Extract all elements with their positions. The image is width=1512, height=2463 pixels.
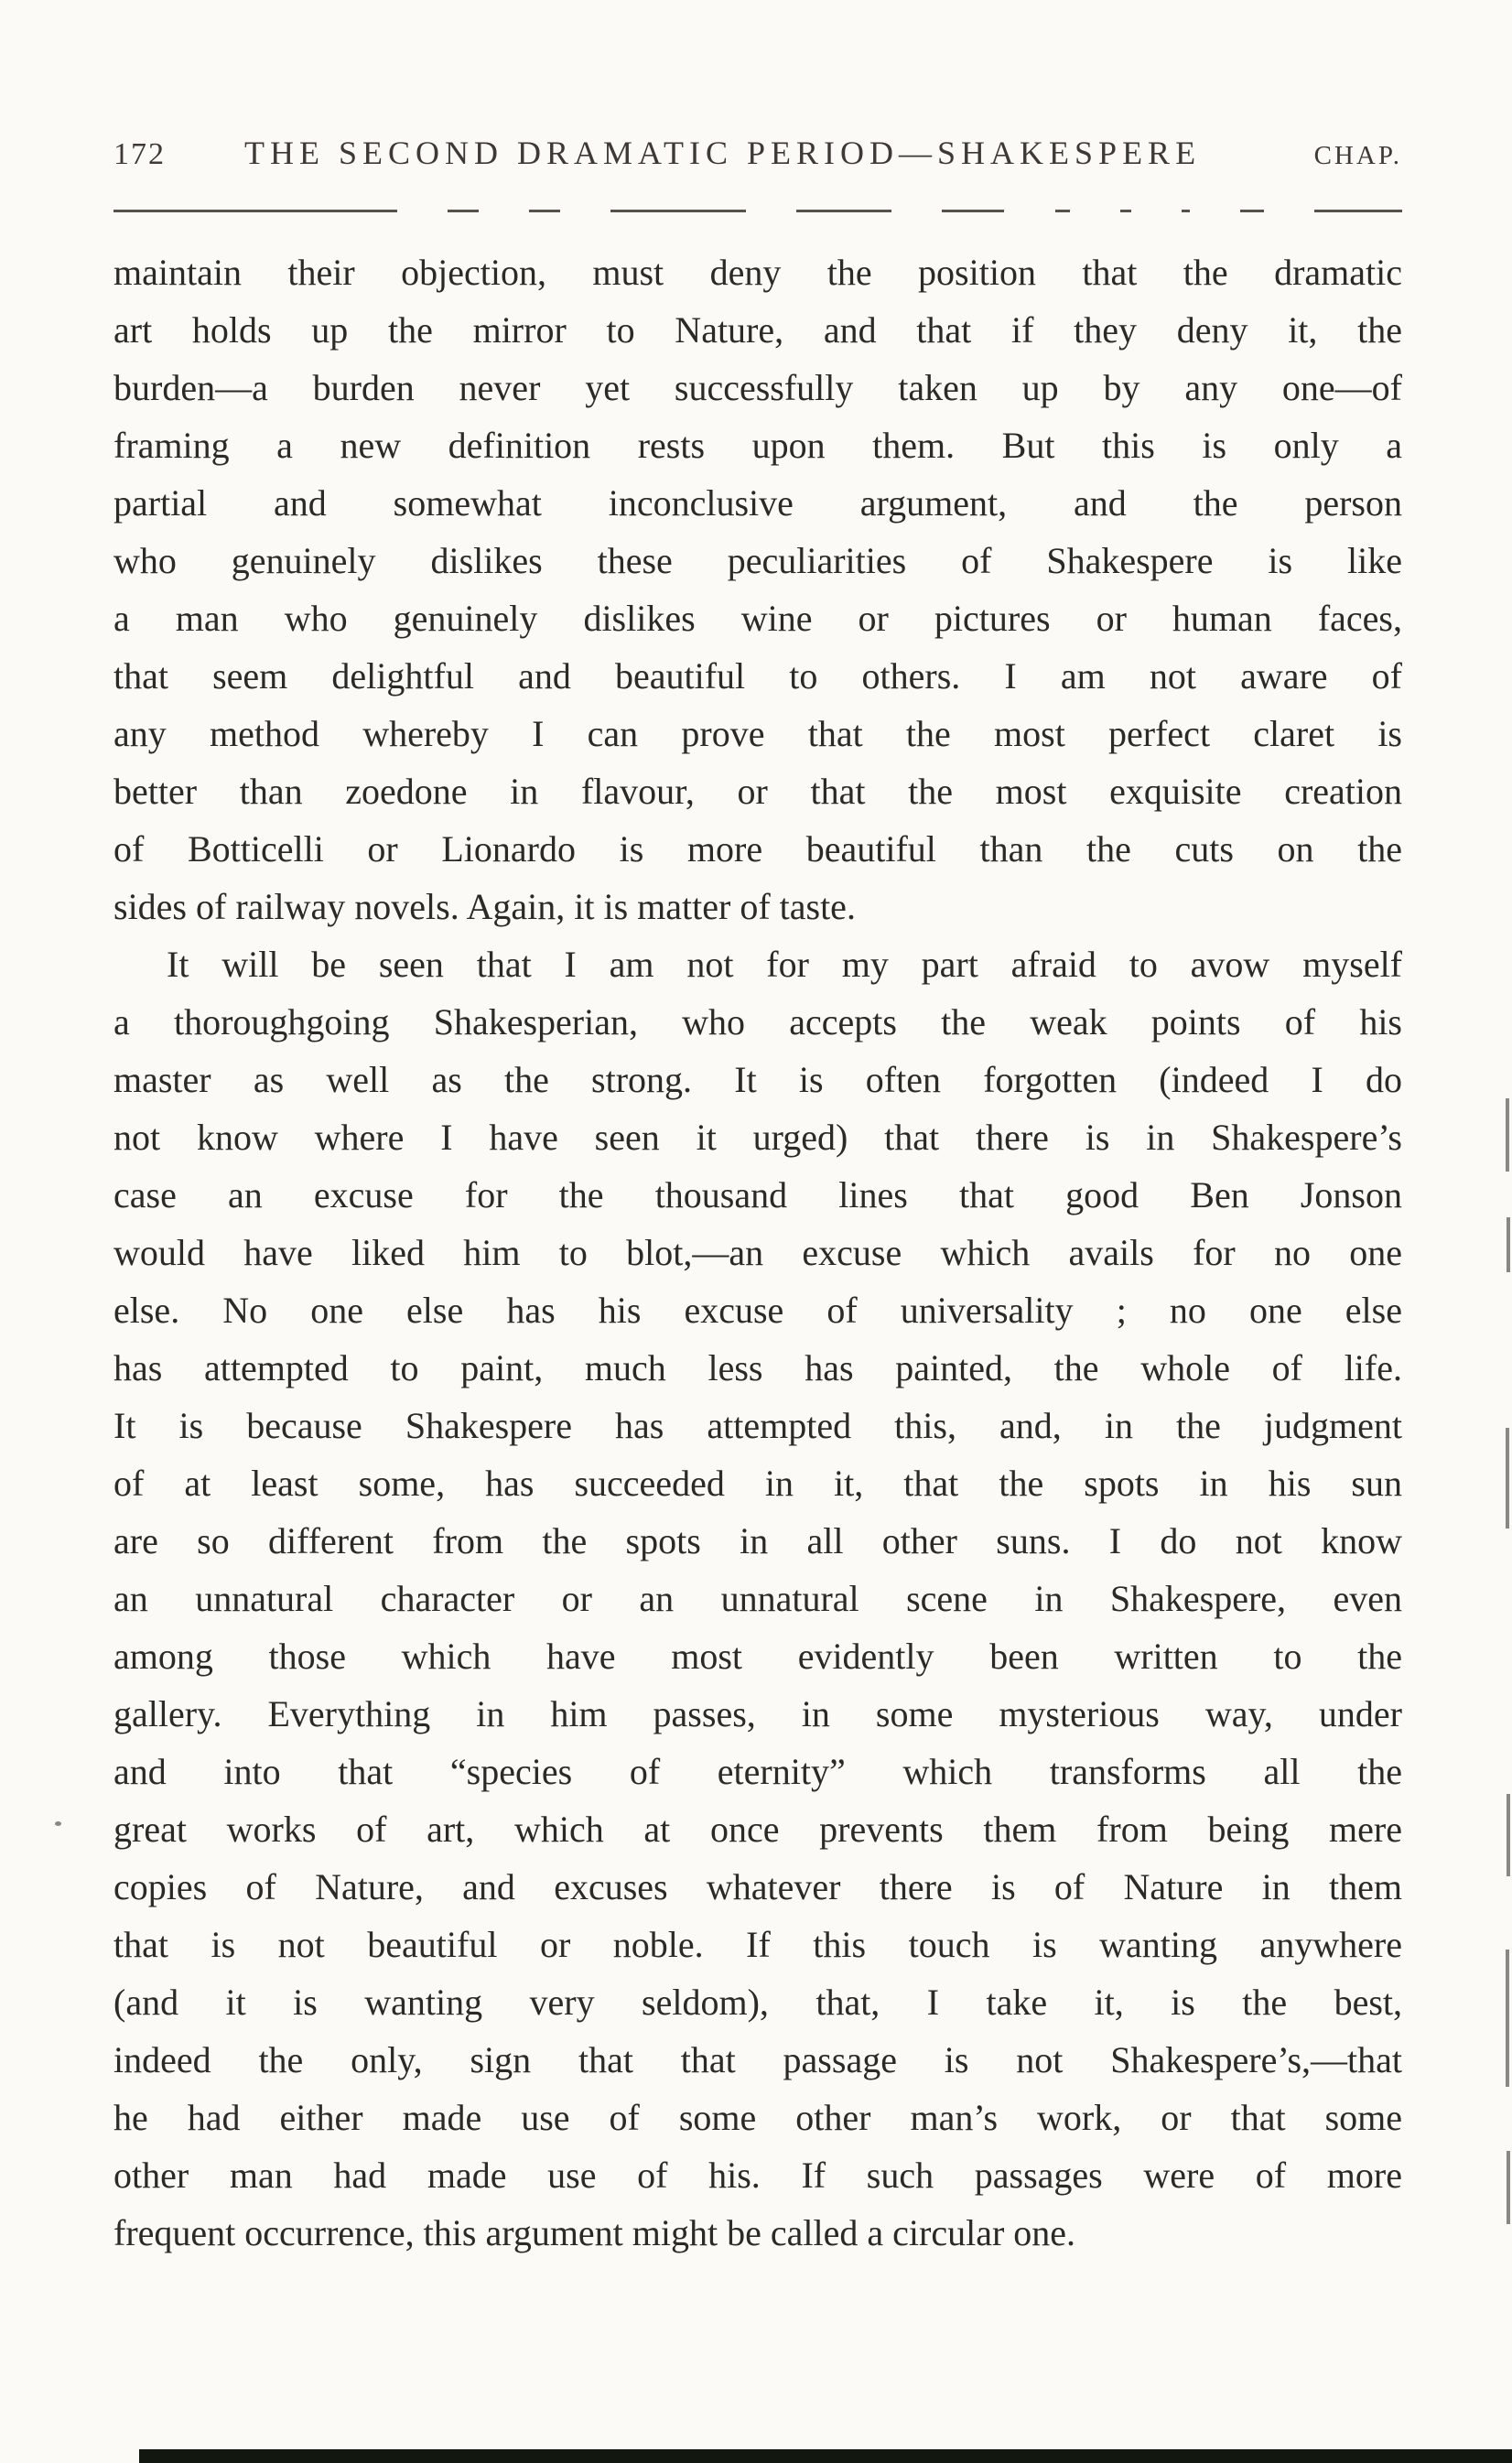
text-line: and into that “species of eternity” which transforms all the xyxy=(113,1751,1402,1792)
text-line: (and it is wanting very seldom), that, I take it, is the best, xyxy=(113,1982,1402,2023)
rule-segment xyxy=(1120,210,1131,212)
text-line: frequent occurrence, this argument might be called a circular one. xyxy=(113,2212,1076,2253)
rule-segment xyxy=(529,210,560,212)
text-line: framing a new definition rests upon them. But this is only a xyxy=(113,425,1402,466)
text-line: master as well as the strong. It is often forgotten (indeed I do xyxy=(113,1059,1402,1100)
text-line: a man who genuinely dislikes wine or pictures or human faces, xyxy=(113,598,1402,639)
text-line: partial and somewhat inconclusive argument, and the person xyxy=(113,482,1402,524)
text-line: of at least some, has succeeded in it, that the spots in his sun xyxy=(113,1463,1402,1504)
scan-artifact xyxy=(1506,1950,1509,2087)
text-line: great works of art, which at once prevents them from being mere xyxy=(113,1809,1402,1850)
scan-edge-bar xyxy=(139,2449,1512,2463)
text-line: sides of railway novels. Again, it is matter of taste. xyxy=(113,886,856,927)
text-line: has attempted to paint, much less has painted, the whole of life. xyxy=(113,1347,1402,1388)
rule-segment xyxy=(1240,210,1264,212)
rule-segment xyxy=(1055,210,1070,212)
text-line: other man had made use of his. If such passages were of more xyxy=(113,2155,1402,2196)
text-line: art holds up the mirror to Nature, and that if they deny it, the xyxy=(113,309,1402,351)
scan-artifact xyxy=(1506,1428,1509,1529)
scan-artifact xyxy=(55,1821,61,1826)
rule-segment xyxy=(796,210,891,212)
text-line: case an excuse for the thousand lines that good Ben Jonson xyxy=(113,1174,1402,1215)
text-line: who genuinely dislikes these peculiarities of Shakespere is like xyxy=(113,540,1402,581)
header-rule xyxy=(113,209,1402,212)
rule-segment xyxy=(113,210,397,212)
scan-artifact xyxy=(1507,2151,1510,2224)
text-line: copies of Nature, and excuses whatever there is of Nature in them xyxy=(113,1866,1402,1907)
scan-artifact xyxy=(1507,1217,1510,1272)
text-line: that is not beautiful or noble. If this touch is wanting anywhere xyxy=(113,1924,1402,1965)
rule-segment xyxy=(610,210,746,212)
page-text xyxy=(113,243,1402,2262)
scan-artifact xyxy=(1507,1794,1510,1876)
text-line: better than zoedone in flavour, or that the most exquisite creation xyxy=(113,771,1402,812)
text-line: he had either made use of some other man’s work, or that some xyxy=(113,2097,1402,2138)
scan-artifact xyxy=(1506,1098,1509,1172)
rule-segment xyxy=(448,210,479,212)
page-number: 172 xyxy=(113,137,166,171)
text-line: would have liked him to blot,—an excuse which avails for no one xyxy=(113,1232,1402,1273)
text-line: an unnatural character or an unnatural scene in Shakespere, even xyxy=(113,1578,1402,1619)
rule-segment xyxy=(942,210,1004,212)
text-line: It will be seen that I am not for my part afraid to avow myself xyxy=(167,944,1402,985)
text-line: maintain their objection, must deny the position that the dramatic xyxy=(113,252,1402,293)
paragraph-1 xyxy=(113,243,1402,935)
text-line: burden—a burden never yet successfully taken up by any one—of xyxy=(113,367,1402,408)
text-line: It is because Shakespere has attempted this, and, in the judgment xyxy=(113,1405,1402,1446)
rule-segment xyxy=(1182,210,1190,212)
running-title: THE SECOND DRAMATIC PERIOD—SHAKESPERE xyxy=(244,135,1202,171)
text-line: that seem delightful and beautiful to others. I am not aware of xyxy=(113,655,1402,697)
text-line: are so different from the spots in all other suns. I do not know xyxy=(113,1520,1402,1561)
rule-segment xyxy=(1314,210,1402,212)
paragraph-2 xyxy=(113,935,1402,2262)
running-header xyxy=(113,134,1402,172)
text-column xyxy=(113,134,1402,2262)
text-line: not know where I have seen it urged) that there is in Shakespere’s xyxy=(113,1117,1402,1158)
text-line: indeed the only, sign that that passage is not Shakespere’s,—that xyxy=(113,2039,1402,2080)
text-line: of Botticelli or Lionardo is more beautiful than the cuts on the xyxy=(113,828,1402,870)
text-line: among those which have most evidently been written to the xyxy=(113,1636,1402,1677)
text-line: else. No one else has his excuse of universality ; no one else xyxy=(113,1290,1402,1331)
text-line: any method whereby I can prove that the most perfect claret is xyxy=(113,713,1402,754)
chapter-abbreviation: CHAP. xyxy=(1313,141,1402,170)
text-line: a thoroughgoing Shakesperian, who accepts the weak points of his xyxy=(113,1001,1402,1042)
text-line: gallery. Everything in him passes, in some mysterious way, under xyxy=(113,1693,1402,1734)
